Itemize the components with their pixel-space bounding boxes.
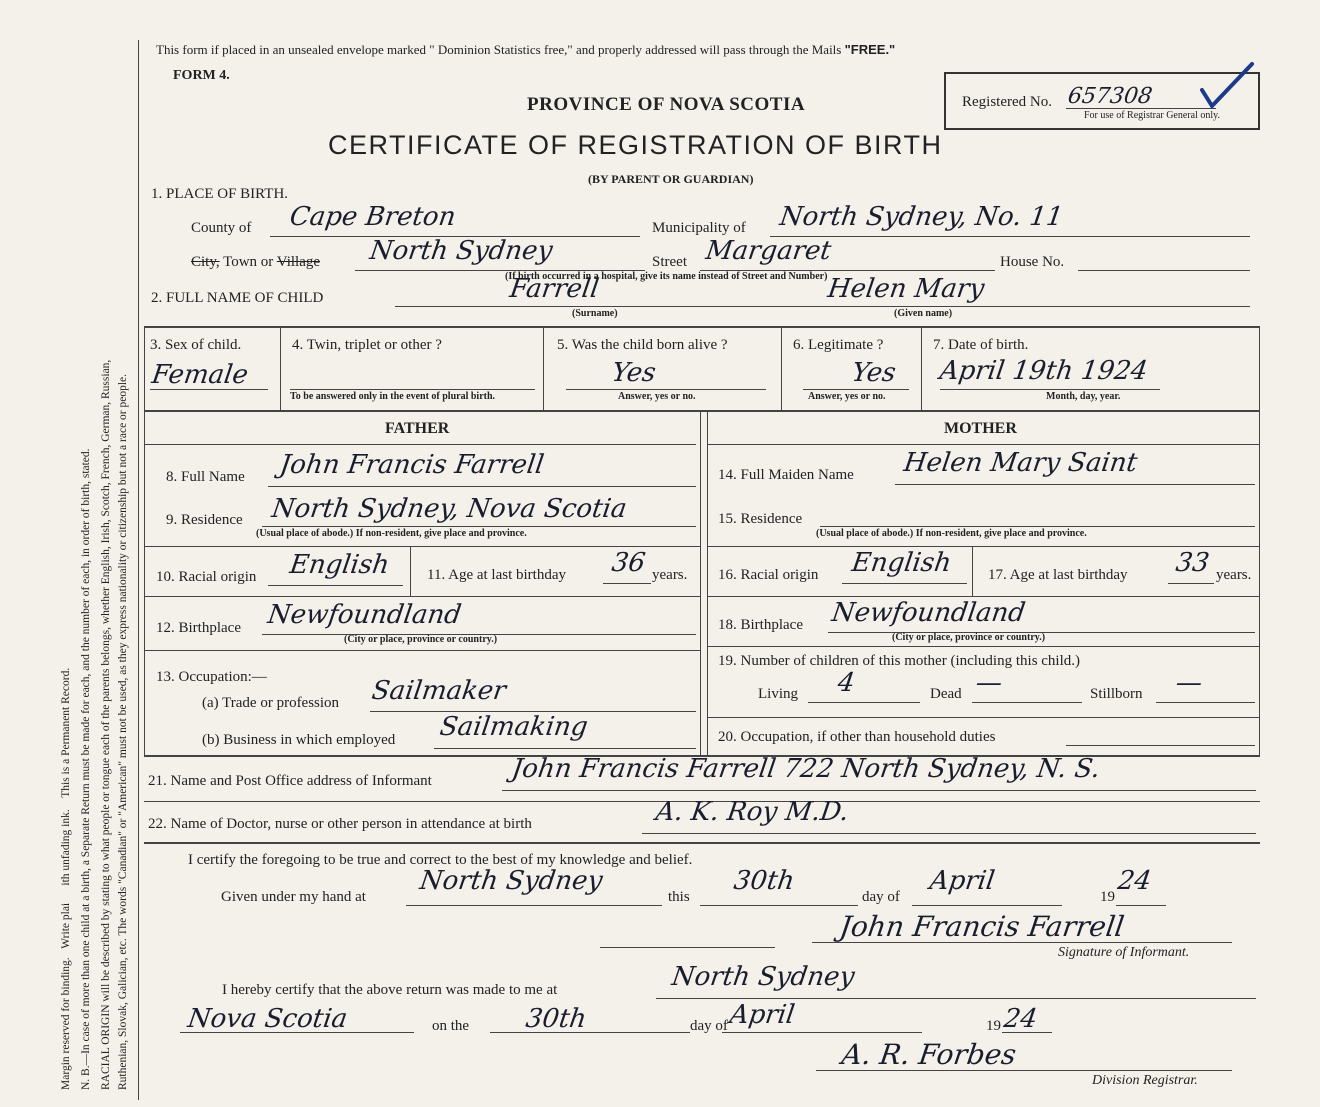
child-surname: Farrell xyxy=(507,274,601,304)
margin-note-nationality: Ruthenian, Slovak, Galician, etc. The words "Canadian" or "American" must not be used, as they express nationality or citizenship but not a race or people. xyxy=(117,373,129,1090)
father-race-value: English xyxy=(287,550,392,580)
alive-value: Yes xyxy=(609,358,658,388)
registrar-province-value: Nova Scotia xyxy=(185,1004,350,1034)
mother-age-label: 17. Age at last birthday xyxy=(988,567,1128,583)
margin-rule xyxy=(138,40,139,1100)
mother-birthplace-label: 18. Birthplace xyxy=(718,617,803,633)
certify-statement: I certify the foregoing to be true and correct to the best of my knowledge and belief. xyxy=(188,852,693,868)
this-label: this xyxy=(668,889,690,905)
certify-month-value: April xyxy=(927,866,997,896)
mother-race-label: 16. Racial origin xyxy=(718,567,819,583)
father-age-value: 36 xyxy=(609,548,648,578)
certify-year-prefix: 19 xyxy=(1100,889,1115,905)
father-residence-label: 9. Residence xyxy=(166,512,243,528)
margin-note-multiple-births: N. B.—In case of more than one child at a birth, a Separate Return must be made for each, and the number of each, in order of birth, stated. xyxy=(80,448,92,1090)
mother-race-value: English xyxy=(849,548,954,578)
mother-age-value: 33 xyxy=(1173,548,1212,578)
alive-note: Answer, yes or no. xyxy=(618,391,696,402)
mother-heading: MOTHER xyxy=(944,420,1017,437)
town-label: City, Town or Village xyxy=(191,254,321,270)
stillborn-label: Stillborn xyxy=(1090,686,1143,702)
trade-label: (a) Trade or profession xyxy=(202,695,340,711)
mother-years-label: years. xyxy=(1216,567,1252,583)
living-value: 4 xyxy=(835,668,857,698)
legitimate-note: Answer, yes or no. xyxy=(808,391,886,402)
county-value: Cape Breton xyxy=(287,202,458,232)
doctor-value: A. K. Roy M.D. xyxy=(653,797,851,827)
municipality-value: North Sydney, No. 11 xyxy=(777,202,1065,232)
registrar-note: For use of Registrar General only. xyxy=(1084,110,1220,121)
mother-birthplace-value: Newfoundland xyxy=(829,598,1028,628)
children-count-label: 19. Number of children of this mother (including this child.) xyxy=(718,653,1081,669)
mother-birthplace-note: (City or place, province or country.) xyxy=(892,632,1046,643)
mother-name-label: 14. Full Maiden Name xyxy=(718,467,854,483)
child-given-name: Helen Mary xyxy=(825,274,987,304)
business-label: (b) Business in which employed xyxy=(202,732,396,748)
registration-box xyxy=(944,72,1260,130)
registrar-statement: I hereby certify that the above return was made to me at xyxy=(222,982,558,998)
given-label: Given under my hand at xyxy=(221,889,366,905)
street-label: Street xyxy=(652,254,687,270)
registrar-month-value: April xyxy=(727,1000,797,1030)
registered-number: 657308 xyxy=(1066,84,1154,109)
twin-note: To be answered only in the event of plural birth. xyxy=(290,391,496,402)
informant-signature-caption: Signature of Informant. xyxy=(1058,945,1190,960)
province-heading: PROVINCE OF NOVA SCOTIA xyxy=(527,94,806,115)
legitimate-value: Yes xyxy=(849,358,898,388)
certify-year-value: 24 xyxy=(1115,866,1154,896)
sex-label: 3. Sex of child. xyxy=(150,337,242,353)
registrar-year-value: 24 xyxy=(1001,1004,1040,1034)
mother-occupation-label: 20. Occupation, if other than household duties xyxy=(718,729,996,745)
subtitle: (BY PARENT OR GUARDIAN) xyxy=(588,172,754,186)
page-title: CERTIFICATE OF REGISTRATION OF BIRTH xyxy=(328,130,943,160)
check-mark-icon xyxy=(1198,60,1258,118)
stillborn-value: — xyxy=(1173,668,1205,698)
registrar-day-of-label: day of xyxy=(690,1018,728,1034)
father-heading: FATHER xyxy=(385,420,450,437)
living-label: Living xyxy=(758,686,798,702)
informant-signature: John Francis Farrell xyxy=(837,910,1127,943)
sex-value: Female xyxy=(149,360,250,390)
given-place-value: North Sydney xyxy=(417,866,605,896)
registrar-place-value: North Sydney xyxy=(669,962,857,992)
dead-label: Dead xyxy=(930,686,962,702)
father-age-label: 11. Age at last birthday xyxy=(427,567,566,583)
business-value: Sailmaking xyxy=(437,712,590,742)
mother-residence-note: (Usual place of abode.) If non-resident, give place and province. xyxy=(816,528,1087,539)
twin-label: 4. Twin, triplet or other ? xyxy=(292,337,442,353)
alive-label: 5. Was the child born alive ? xyxy=(557,337,728,353)
given-name-caption: (Given name) xyxy=(894,308,953,319)
house-number-label: House No. xyxy=(1000,254,1065,270)
mother-residence-label: 15. Residence xyxy=(718,511,803,527)
child-name-label: 2. FULL NAME OF CHILD xyxy=(151,290,324,306)
county-label: County of xyxy=(191,220,252,236)
hospital-note: (If birth occurred in a hospital, give its name instead of Street and Number) xyxy=(505,271,828,282)
date-of-birth-label: 7. Date of birth. xyxy=(933,337,1029,353)
certify-day-value: 30th xyxy=(731,866,797,896)
father-residence-note: (Usual place of abode.) If non-resident, give place and province. xyxy=(256,528,527,539)
father-birthplace-value: Newfoundland xyxy=(265,600,464,630)
father-name-label: 8. Full Name xyxy=(166,469,245,485)
town-value: North Sydney xyxy=(367,236,555,266)
margin-note-permanent: Margin reserved for binding. Write plai ith unfading ink. This is a Permanent Record. xyxy=(60,667,72,1090)
registrar-signature: A. R. Forbes xyxy=(839,1038,1019,1071)
margin-note-racial-origin: RACIAL ORIGIN will be described by stating to what people or tongue each of the parents belongs, whether English, Irish, Scotch, French, German, Russian, xyxy=(100,359,112,1090)
date-of-birth-value: April 19th 1924 xyxy=(937,356,1150,386)
informant-value: John Francis Farrell 722 North Sydney, N. S. xyxy=(509,754,1103,784)
street-value: Margaret xyxy=(703,236,834,266)
date-note: Month, day, year. xyxy=(1046,391,1121,402)
division-registrar-caption: Division Registrar. xyxy=(1092,1073,1198,1088)
on-the-label: on the xyxy=(432,1018,470,1034)
occupation-label: 13. Occupation:— xyxy=(156,669,267,685)
registered-label: Registered No. xyxy=(962,94,1052,110)
father-years-label: years. xyxy=(652,567,688,583)
mother-name-value: Helen Mary Saint xyxy=(901,448,1140,478)
father-birthplace-label: 12. Birthplace xyxy=(156,620,241,636)
form-number: FORM 4. xyxy=(173,68,230,83)
place-heading: 1. PLACE OF BIRTH. xyxy=(151,186,289,202)
informant-label: 21. Name and Post Office address of Informant xyxy=(148,773,432,789)
trade-value: Sailmaker xyxy=(369,676,508,706)
father-name-value: John Francis Farrell xyxy=(277,450,546,480)
registrar-day-value: 30th xyxy=(523,1004,589,1034)
dead-value: — xyxy=(973,668,1005,698)
father-race-label: 10. Racial origin xyxy=(156,569,257,585)
father-birthplace-note: (City or place, province or country.) xyxy=(344,634,498,645)
father-residence-value: North Sydney, Nova Scotia xyxy=(269,494,629,524)
registrar-year-prefix: 19 xyxy=(986,1018,1001,1034)
mail-note: This form if placed in an unsealed envelope marked " Dominion Statistics free," and properly addressed will pass through the Mails "FREE." xyxy=(156,42,896,57)
day-of-label: day of xyxy=(862,889,900,905)
doctor-label: 22. Name of Doctor, nurse or other person in attendance at birth xyxy=(148,816,532,832)
surname-caption: (Surname) xyxy=(572,308,618,319)
municipality-label: Municipality of xyxy=(652,220,746,236)
legitimate-label: 6. Legitimate ? xyxy=(793,337,884,353)
